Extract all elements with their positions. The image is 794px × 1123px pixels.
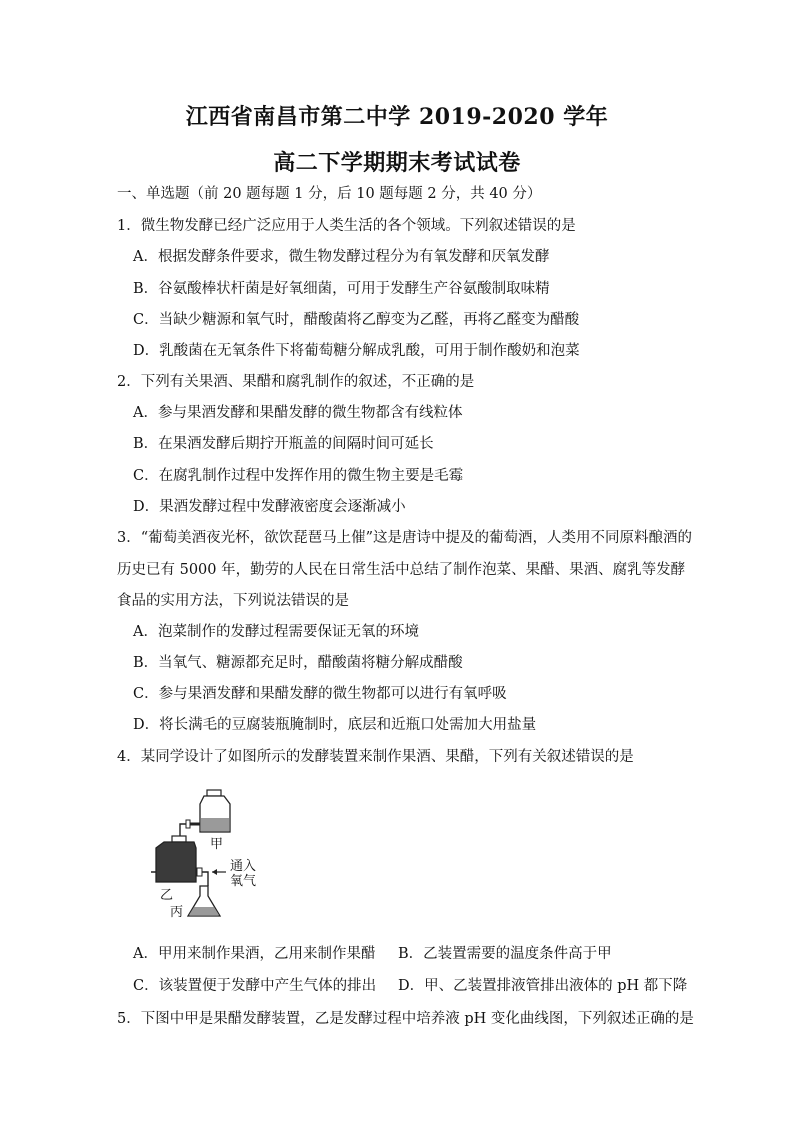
label-bing: 丙	[170, 905, 184, 920]
question-2-stem: 2．下列有关果酒、果醋和腐乳制作的叙述，不正确的是	[117, 374, 475, 390]
exam-title-line1: 江西省南昌市第二中学 2019-2020 学年	[185, 104, 609, 130]
question-3-stem-line2: 历史已有 5000 年，勤劳的人民在日常生活中总结了制作泡菜、果醋、果酒、腐乳等发酵	[117, 562, 686, 578]
question-3-option-c: C．参与果酒发酵和果醋发酵的微生物都可以进行有氧呼吸	[133, 686, 507, 702]
question-3-stem-line1: 3．“葡萄美酒夜光杯，欲饮琵琶马上催”这是唐诗中提及的葡萄酒，人类用不同原料酿酒的	[117, 530, 693, 546]
section-heading: 一、单选题（前 20 题每题 1 分，后 10 题每题 2 分，共 40 分）	[117, 186, 542, 202]
label-inlet-2: 氧气	[230, 874, 257, 889]
label-inlet-1: 通入	[230, 859, 257, 874]
question-2-option-b: B．在果酒发酵后期拧开瓶盖的间隔时间可延长	[133, 436, 434, 452]
question-4-option-b: B．乙装置需要的温度条件高于甲	[398, 946, 612, 962]
question-4-option-d: D．甲、乙装置排液管排出液体的 pH 都下降	[398, 978, 688, 994]
question-2-option-a: A．参与果酒发酵和果醋发酵的微生物都含有线粒体	[133, 405, 463, 421]
label-jia: 甲	[210, 837, 224, 852]
question-2-option-c: C．在腐乳制作过程中发挥作用的微生物主要是毛霉	[133, 468, 464, 484]
fermentation-apparatus-diagram	[150, 786, 260, 920]
exam-title-line2: 高二下学期期末考试试卷	[273, 150, 521, 176]
question-3-option-a: A．泡菜制作的发酵过程需要保证无氧的环境	[133, 624, 419, 640]
question-2-option-d: D．果酒发酵过程中发酵液密度会逐渐减小	[133, 499, 406, 515]
fermentation-apparatus-figure	[150, 786, 260, 920]
question-4-option-c: C．该装置便于发酵中产生气体的排出	[133, 978, 377, 994]
question-4-stem: 4．某同学设计了如图所示的发酵装置来制作果酒、果醋，下列有关叙述错误的是	[117, 749, 634, 765]
question-1-option-b: B．谷氨酸棒状杆菌是好氧细菌，可用于发酵生产谷氨酸制取味精	[133, 281, 550, 297]
question-3-option-d: D．将长满毛的豆腐装瓶腌制时，底层和近瓶口处需加大用盐量	[133, 717, 537, 733]
label-yi: 乙	[160, 888, 174, 903]
question-3-stem-line3: 食品的实用方法，下列说法错误的是	[117, 593, 349, 609]
question-1-option-c: C．当缺少糖源和氧气时，醋酸菌将乙醇变为乙醛，再将乙醛变为醋酸	[133, 312, 580, 328]
question-1-option-a: A．根据发酵条件要求，微生物发酵过程分为有氧发酵和厌氧发酵	[133, 249, 550, 265]
question-1-stem: 1．微生物发酵已经广泛应用于人类生活的各个领域。下列叙述错误的是	[117, 218, 576, 234]
question-3-option-b: B．当氧气、糖源都充足时，醋酸菌将糖分解成醋酸	[133, 655, 463, 671]
question-5-stem: 5．下图中甲是果醋发酵装置，乙是发酵过程中培养液 pH 变化曲线图，下列叙述正确的是	[117, 1011, 694, 1027]
question-4-option-a: A．甲用来制作果酒，乙用来制作果醋	[133, 946, 376, 962]
question-1-option-d: D．乳酸菌在无氧条件下将葡萄糖分解成乳酸，可用于制作酸奶和泡菜	[133, 343, 580, 359]
